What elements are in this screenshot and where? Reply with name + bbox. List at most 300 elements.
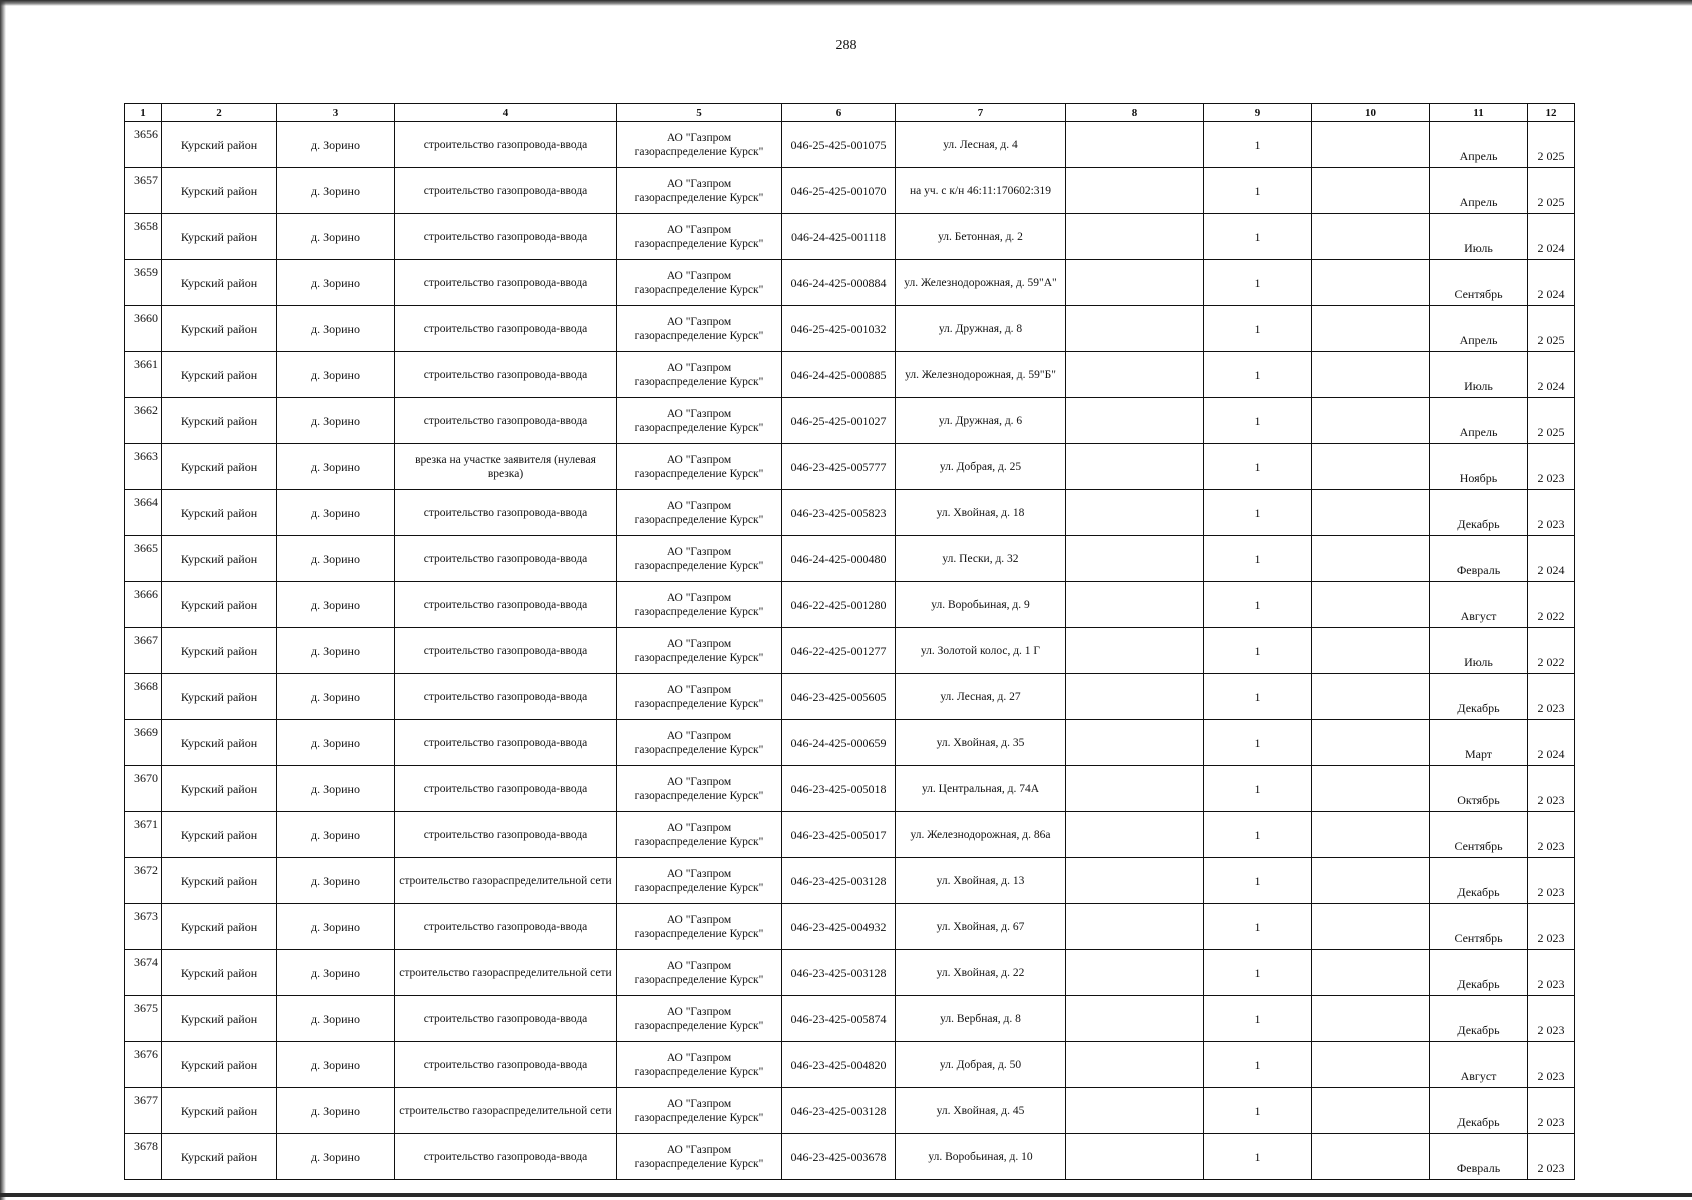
column-header: 8: [1066, 104, 1204, 122]
header-row: [125, 104, 1575, 122]
record-number-cell: 3662: [125, 398, 162, 444]
quantity-cell: 1: [1204, 858, 1312, 904]
column-header: 11: [1430, 104, 1528, 122]
district-cell: Курский район: [162, 168, 277, 214]
year-cell: 2 024: [1528, 352, 1575, 398]
column-10-cell: [1312, 996, 1430, 1042]
column-8-cell: [1066, 996, 1204, 1042]
month-cell: Декабрь: [1430, 950, 1528, 996]
work-type-cell: строительство газопровода-ввода: [395, 904, 617, 950]
column-8-cell: [1066, 352, 1204, 398]
column-10-cell: [1312, 720, 1430, 766]
work-type-cell: строительство газопровода-ввода: [395, 122, 617, 168]
column-10-cell: [1312, 352, 1430, 398]
record-number-cell: 3673: [125, 904, 162, 950]
work-type-cell: строительство газопровода-ввода: [395, 628, 617, 674]
application-number-cell: 046-23-425-004820: [782, 1042, 896, 1088]
district-cell: Курский район: [162, 720, 277, 766]
table-row: [125, 858, 1575, 904]
work-type-cell: строительство газопровода-ввода: [395, 352, 617, 398]
quantity-cell: 1: [1204, 950, 1312, 996]
address-cell: ул. Хвойная, д. 18: [896, 490, 1066, 536]
record-number-cell: 3670: [125, 766, 162, 812]
column-8-cell: [1066, 536, 1204, 582]
scan-edge-left: [0, 0, 6, 1200]
month-cell: Апрель: [1430, 168, 1528, 214]
application-number-cell: 046-23-425-005874: [782, 996, 896, 1042]
application-number-cell: 046-23-425-005777: [782, 444, 896, 490]
settlement-cell: д. Зорино: [277, 536, 395, 582]
table-row: [125, 490, 1575, 536]
district-cell: Курский район: [162, 352, 277, 398]
table-row: [125, 352, 1575, 398]
address-cell: ул. Лесная, д. 27: [896, 674, 1066, 720]
application-number-cell: 046-24-425-000659: [782, 720, 896, 766]
application-number-cell: 046-23-425-003128: [782, 950, 896, 996]
organization-cell: АО "Газпром газораспределение Курск": [617, 398, 782, 444]
organization-cell: АО "Газпром газораспределение Курск": [617, 1042, 782, 1088]
column-10-cell: [1312, 306, 1430, 352]
application-number-cell: 046-23-425-003678: [782, 1134, 896, 1180]
quantity-cell: 1: [1204, 996, 1312, 1042]
page-number: 288: [835, 38, 857, 53]
month-cell: Июль: [1430, 628, 1528, 674]
settlement-cell: д. Зорино: [277, 812, 395, 858]
year-cell: 2 024: [1528, 214, 1575, 260]
work-type-cell: строительство газопровода-ввода: [395, 168, 617, 214]
record-number-cell: 3657: [125, 168, 162, 214]
month-cell: Июль: [1430, 214, 1528, 260]
record-number-cell: 3668: [125, 674, 162, 720]
year-cell: 2 024: [1528, 536, 1575, 582]
column-8-cell: [1066, 582, 1204, 628]
address-cell: ул. Хвойная, д. 45: [896, 1088, 1066, 1134]
settlement-cell: д. Зорино: [277, 306, 395, 352]
address-cell: ул. Хвойная, д. 35: [896, 720, 1066, 766]
organization-cell: АО "Газпром газораспределение Курск": [617, 720, 782, 766]
year-cell: 2 023: [1528, 1088, 1575, 1134]
work-type-cell: строительство газопровода-ввода: [395, 996, 617, 1042]
work-type-cell: строительство газопровода-ввода: [395, 812, 617, 858]
settlement-cell: д. Зорино: [277, 628, 395, 674]
district-cell: Курский район: [162, 812, 277, 858]
year-cell: 2 023: [1528, 444, 1575, 490]
address-cell: ул. Железнодорожная, д. 59"А": [896, 260, 1066, 306]
quantity-cell: 1: [1204, 444, 1312, 490]
settlement-cell: д. Зорино: [277, 490, 395, 536]
table-row: [125, 444, 1575, 490]
address-cell: ул. Воробьиная, д. 9: [896, 582, 1066, 628]
settlement-cell: д. Зорино: [277, 766, 395, 812]
district-cell: Курский район: [162, 582, 277, 628]
organization-cell: АО "Газпром газораспределение Курск": [617, 122, 782, 168]
month-cell: Декабрь: [1430, 996, 1528, 1042]
month-cell: Декабрь: [1430, 490, 1528, 536]
month-cell: Октябрь: [1430, 766, 1528, 812]
table-row: [125, 812, 1575, 858]
quantity-cell: 1: [1204, 1088, 1312, 1134]
quantity-cell: 1: [1204, 628, 1312, 674]
table-row: [125, 260, 1575, 306]
work-type-cell: строительство газопровода-ввода: [395, 214, 617, 260]
organization-cell: АО "Газпром газораспределение Курск": [617, 260, 782, 306]
column-10-cell: [1312, 536, 1430, 582]
address-cell: ул. Центральная, д. 74А: [896, 766, 1066, 812]
year-cell: 2 023: [1528, 1042, 1575, 1088]
column-8-cell: [1066, 766, 1204, 812]
address-cell: ул. Железнодорожная, д. 59"Б": [896, 352, 1066, 398]
application-number-cell: 046-25-425-001075: [782, 122, 896, 168]
district-cell: Курский район: [162, 1088, 277, 1134]
quantity-cell: 1: [1204, 674, 1312, 720]
column-10-cell: [1312, 628, 1430, 674]
quantity-cell: 1: [1204, 536, 1312, 582]
application-number-cell: 046-24-425-000884: [782, 260, 896, 306]
record-number-cell: 3664: [125, 490, 162, 536]
work-type-cell: строительство газопровода-ввода: [395, 766, 617, 812]
table-row: [125, 398, 1575, 444]
address-cell: на уч. с к/н 46:11:170602:319: [896, 168, 1066, 214]
column-8-cell: [1066, 260, 1204, 306]
work-type-cell: строительство газопровода-ввода: [395, 260, 617, 306]
settlement-cell: д. Зорино: [277, 352, 395, 398]
organization-cell: АО "Газпром газораспределение Курск": [617, 214, 782, 260]
record-number-cell: 3658: [125, 214, 162, 260]
column-header: 6: [782, 104, 896, 122]
column-header: 9: [1204, 104, 1312, 122]
quantity-cell: 1: [1204, 352, 1312, 398]
settlement-cell: д. Зорино: [277, 858, 395, 904]
work-type-cell: строительство газораспределительной сети: [395, 858, 617, 904]
scan-edge-bottom: [0, 1193, 1692, 1197]
record-number-cell: 3678: [125, 1134, 162, 1180]
month-cell: Ноябрь: [1430, 444, 1528, 490]
month-cell: Сентябрь: [1430, 260, 1528, 306]
organization-cell: АО "Газпром газораспределение Курск": [617, 1088, 782, 1134]
organization-cell: АО "Газпром газораспределение Курск": [617, 1134, 782, 1180]
district-cell: Курский район: [162, 858, 277, 904]
settlement-cell: д. Зорино: [277, 720, 395, 766]
work-type-cell: строительство газопровода-ввода: [395, 536, 617, 582]
work-type-cell: строительство газораспределительной сети: [395, 1088, 617, 1134]
column-header: 12: [1528, 104, 1575, 122]
quantity-cell: 1: [1204, 904, 1312, 950]
application-number-cell: 046-25-425-001032: [782, 306, 896, 352]
column-10-cell: [1312, 122, 1430, 168]
district-cell: Курский район: [162, 214, 277, 260]
month-cell: Апрель: [1430, 398, 1528, 444]
month-cell: Август: [1430, 1042, 1528, 1088]
quantity-cell: 1: [1204, 582, 1312, 628]
district-cell: Курский район: [162, 444, 277, 490]
organization-cell: АО "Газпром газораспределение Курск": [617, 904, 782, 950]
address-cell: ул. Хвойная, д. 13: [896, 858, 1066, 904]
settlement-cell: д. Зорино: [277, 1088, 395, 1134]
column-8-cell: [1066, 1088, 1204, 1134]
record-number-cell: 3671: [125, 812, 162, 858]
month-cell: Март: [1430, 720, 1528, 766]
table-row: [125, 168, 1575, 214]
column-8-cell: [1066, 1042, 1204, 1088]
column-header: 4: [395, 104, 617, 122]
column-8-cell: [1066, 628, 1204, 674]
record-number-cell: 3661: [125, 352, 162, 398]
address-cell: ул. Воробьиная, д. 10: [896, 1134, 1066, 1180]
column-10-cell: [1312, 398, 1430, 444]
year-cell: 2 023: [1528, 950, 1575, 996]
district-cell: Курский район: [162, 1042, 277, 1088]
column-10-cell: [1312, 444, 1430, 490]
table-row: [125, 950, 1575, 996]
column-header: 5: [617, 104, 782, 122]
column-8-cell: [1066, 674, 1204, 720]
settlement-cell: д. Зорино: [277, 1042, 395, 1088]
record-number-cell: 3656: [125, 122, 162, 168]
column-10-cell: [1312, 168, 1430, 214]
table-row: [125, 674, 1575, 720]
application-number-cell: 046-23-425-003128: [782, 858, 896, 904]
settlement-cell: д. Зорино: [277, 582, 395, 628]
table-row: [125, 720, 1575, 766]
record-number-cell: 3660: [125, 306, 162, 352]
table-row: [125, 582, 1575, 628]
month-cell: Сентябрь: [1430, 812, 1528, 858]
quantity-cell: 1: [1204, 766, 1312, 812]
district-cell: Курский район: [162, 490, 277, 536]
settlement-cell: д. Зорино: [277, 398, 395, 444]
organization-cell: АО "Газпром газораспределение Курск": [617, 674, 782, 720]
year-cell: 2 024: [1528, 720, 1575, 766]
column-8-cell: [1066, 858, 1204, 904]
settlement-cell: д. Зорино: [277, 674, 395, 720]
work-type-cell: строительство газораспределительной сети: [395, 950, 617, 996]
scan-edge-top: [0, 0, 1692, 6]
district-cell: Курский район: [162, 950, 277, 996]
organization-cell: АО "Газпром газораспределение Курск": [617, 582, 782, 628]
column-10-cell: [1312, 950, 1430, 996]
month-cell: Апрель: [1430, 122, 1528, 168]
settlement-cell: д. Зорино: [277, 904, 395, 950]
district-cell: Курский район: [162, 904, 277, 950]
column-10-cell: [1312, 904, 1430, 950]
column-10-cell: [1312, 766, 1430, 812]
column-header: 7: [896, 104, 1066, 122]
table-row: [125, 122, 1575, 168]
year-cell: 2 022: [1528, 628, 1575, 674]
column-8-cell: [1066, 398, 1204, 444]
application-number-cell: 046-23-425-003128: [782, 1088, 896, 1134]
application-number-cell: 046-25-425-001070: [782, 168, 896, 214]
district-cell: Курский район: [162, 122, 277, 168]
work-type-cell: строительство газопровода-ввода: [395, 1042, 617, 1088]
column-header: 3: [277, 104, 395, 122]
column-header: 2: [162, 104, 277, 122]
quantity-cell: 1: [1204, 398, 1312, 444]
organization-cell: АО "Газпром газораспределение Курск": [617, 168, 782, 214]
address-cell: ул. Золотой колос, д. 1 Г: [896, 628, 1066, 674]
table-row: [125, 766, 1575, 812]
year-cell: 2 023: [1528, 858, 1575, 904]
organization-cell: АО "Газпром газораспределение Курск": [617, 352, 782, 398]
application-number-cell: 046-23-425-004932: [782, 904, 896, 950]
settlement-cell: д. Зорино: [277, 214, 395, 260]
application-number-cell: 046-23-425-005823: [782, 490, 896, 536]
record-number-cell: 3667: [125, 628, 162, 674]
address-cell: ул. Дружная, д. 6: [896, 398, 1066, 444]
year-cell: 2 022: [1528, 582, 1575, 628]
year-cell: 2 023: [1528, 904, 1575, 950]
month-cell: Сентябрь: [1430, 904, 1528, 950]
organization-cell: АО "Газпром газораспределение Курск": [617, 766, 782, 812]
address-cell: ул. Вербная, д. 8: [896, 996, 1066, 1042]
organization-cell: АО "Газпром газораспределение Курск": [617, 858, 782, 904]
quantity-cell: 1: [1204, 1134, 1312, 1180]
column-8-cell: [1066, 490, 1204, 536]
month-cell: Апрель: [1430, 306, 1528, 352]
table-row: [125, 1088, 1575, 1134]
application-number-cell: 046-24-425-001118: [782, 214, 896, 260]
district-cell: Курский район: [162, 628, 277, 674]
column-8-cell: [1066, 950, 1204, 996]
year-cell: 2 023: [1528, 490, 1575, 536]
record-number-cell: 3659: [125, 260, 162, 306]
table-row: [125, 306, 1575, 352]
column-10-cell: [1312, 674, 1430, 720]
address-cell: ул. Дружная, д. 8: [896, 306, 1066, 352]
year-cell: 2 023: [1528, 812, 1575, 858]
column-8-cell: [1066, 1134, 1204, 1180]
table-row: [125, 996, 1575, 1042]
settlement-cell: д. Зорино: [277, 950, 395, 996]
work-type-cell: строительство газопровода-ввода: [395, 720, 617, 766]
year-cell: 2 025: [1528, 122, 1575, 168]
settlement-cell: д. Зорино: [277, 1134, 395, 1180]
record-number-cell: 3666: [125, 582, 162, 628]
column-10-cell: [1312, 582, 1430, 628]
application-number-cell: 046-23-425-005018: [782, 766, 896, 812]
organization-cell: АО "Газпром газораспределение Курск": [617, 950, 782, 996]
year-cell: 2 023: [1528, 1134, 1575, 1180]
column-header: 10: [1312, 104, 1430, 122]
record-number-cell: 3663: [125, 444, 162, 490]
record-number-cell: 3665: [125, 536, 162, 582]
column-10-cell: [1312, 214, 1430, 260]
record-number-cell: 3669: [125, 720, 162, 766]
application-number-cell: 046-25-425-001027: [782, 398, 896, 444]
month-cell: Август: [1430, 582, 1528, 628]
column-10-cell: [1312, 812, 1430, 858]
district-cell: Курский район: [162, 536, 277, 582]
quantity-cell: 1: [1204, 812, 1312, 858]
application-number-cell: 046-22-425-001280: [782, 582, 896, 628]
year-cell: 2 023: [1528, 674, 1575, 720]
address-cell: ул. Добрая, д. 25: [896, 444, 1066, 490]
record-number-cell: 3675: [125, 996, 162, 1042]
column-8-cell: [1066, 306, 1204, 352]
column-8-cell: [1066, 904, 1204, 950]
organization-cell: АО "Газпром газораспределение Курск": [617, 306, 782, 352]
column-8-cell: [1066, 214, 1204, 260]
application-number-cell: 046-22-425-001277: [782, 628, 896, 674]
organization-cell: АО "Газпром газораспределение Курск": [617, 490, 782, 536]
work-type-cell: строительство газопровода-ввода: [395, 306, 617, 352]
column-8-cell: [1066, 168, 1204, 214]
month-cell: Февраль: [1430, 1134, 1528, 1180]
district-cell: Курский район: [162, 996, 277, 1042]
address-cell: ул. Хвойная, д. 22: [896, 950, 1066, 996]
table-row: [125, 1042, 1575, 1088]
month-cell: Декабрь: [1430, 1088, 1528, 1134]
table-row: [125, 214, 1575, 260]
settlement-cell: д. Зорино: [277, 168, 395, 214]
column-8-cell: [1066, 122, 1204, 168]
table-body: [125, 122, 1575, 1180]
settlement-cell: д. Зорино: [277, 996, 395, 1042]
column-10-cell: [1312, 1134, 1430, 1180]
year-cell: 2 023: [1528, 766, 1575, 812]
district-cell: Курский район: [162, 766, 277, 812]
column-8-cell: [1066, 444, 1204, 490]
quantity-cell: 1: [1204, 168, 1312, 214]
application-number-cell: 046-23-425-005605: [782, 674, 896, 720]
work-type-cell: строительство газопровода-ввода: [395, 1134, 617, 1180]
table-row: [125, 904, 1575, 950]
district-cell: Курский район: [162, 1134, 277, 1180]
month-cell: Февраль: [1430, 536, 1528, 582]
table-header: [125, 104, 1575, 122]
address-cell: ул. Пески, д. 32: [896, 536, 1066, 582]
year-cell: 2 024: [1528, 260, 1575, 306]
work-type-cell: строительство газопровода-ввода: [395, 490, 617, 536]
quantity-cell: 1: [1204, 306, 1312, 352]
column-10-cell: [1312, 1042, 1430, 1088]
quantity-cell: 1: [1204, 720, 1312, 766]
month-cell: Декабрь: [1430, 674, 1528, 720]
column-10-cell: [1312, 1088, 1430, 1134]
application-number-cell: 046-24-425-000885: [782, 352, 896, 398]
address-cell: ул. Добрая, д. 50: [896, 1042, 1066, 1088]
quantity-cell: 1: [1204, 260, 1312, 306]
year-cell: 2 025: [1528, 306, 1575, 352]
organization-cell: АО "Газпром газораспределение Курск": [617, 812, 782, 858]
district-cell: Курский район: [162, 398, 277, 444]
work-type-cell: строительство газопровода-ввода: [395, 398, 617, 444]
record-number-cell: 3672: [125, 858, 162, 904]
quantity-cell: 1: [1204, 214, 1312, 260]
application-number-cell: 046-23-425-005017: [782, 812, 896, 858]
district-cell: Курский район: [162, 260, 277, 306]
application-number-cell: 046-24-425-000480: [782, 536, 896, 582]
column-10-cell: [1312, 858, 1430, 904]
organization-cell: АО "Газпром газораспределение Курск": [617, 628, 782, 674]
settlement-cell: д. Зорино: [277, 260, 395, 306]
record-number-cell: 3676: [125, 1042, 162, 1088]
record-number-cell: 3677: [125, 1088, 162, 1134]
address-cell: ул. Хвойная, д. 67: [896, 904, 1066, 950]
column-8-cell: [1066, 720, 1204, 766]
month-cell: Июль: [1430, 352, 1528, 398]
record-number-cell: 3674: [125, 950, 162, 996]
organization-cell: АО "Газпром газораспределение Курск": [617, 996, 782, 1042]
column-8-cell: [1066, 812, 1204, 858]
table-row: [125, 536, 1575, 582]
column-10-cell: [1312, 260, 1430, 306]
work-type-cell: врезка на участке заявителя (нулевая врезка): [395, 444, 617, 490]
work-type-cell: строительство газопровода-ввода: [395, 674, 617, 720]
table-row: [125, 1134, 1575, 1180]
district-cell: Курский район: [162, 306, 277, 352]
table-row: [125, 628, 1575, 674]
